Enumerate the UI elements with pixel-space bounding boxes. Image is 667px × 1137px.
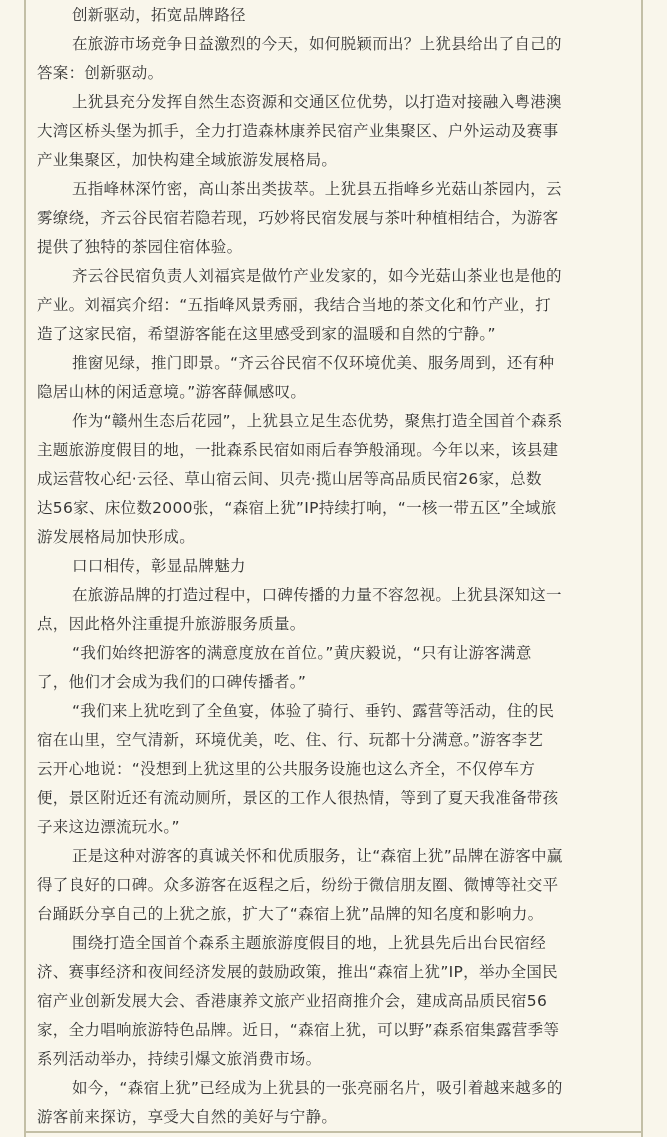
article-line: “我们始终把游客的满意度放在首位。”黄庆毅说，“只有让游客满意 xyxy=(72,644,532,662)
article-line: 济、赛事经济和夜间经济发展的鼓励政策，推出“森宿上犹”IP，举办全国民 xyxy=(37,963,558,981)
article-line: 在旅游品牌的打造过程中，口碑传播的力量不容忽视。上犹县深知这一 xyxy=(72,586,562,604)
article-line: 推窗见绿，推门即景。“齐云谷民宿不仅环境优美、服务周到，还有种 xyxy=(72,354,555,372)
article-line: 五指峰林深竹密，高山茶出类拔萃。上犹县五指峰乡光菇山茶园内，云 xyxy=(72,180,562,198)
article-line: “我们来上犹吃到了全鱼宴，体验了骑行、垂钓、露营等活动，住的民 xyxy=(72,702,555,720)
article-line: 隐居山林的闲适意境。”游客薛佩感叹。 xyxy=(37,383,307,401)
article-line: 雾缭绕，齐云谷民宿若隐若现，巧妙将民宿发展与茶叶种植相结合，为游客 xyxy=(37,209,559,227)
article-line: 造了这家民宿，希望游客能在这里感受到家的温暖和自然的宁静。” xyxy=(37,325,496,343)
bottom-border-line xyxy=(24,1131,643,1133)
article-line: 达56家、床位数2000张，“森宿上犹”IP持续打响，“一核一带五区”全域旅 xyxy=(37,499,557,517)
article-line: 齐云谷民宿负责人刘福宾是做竹产业发家的，如今光菇山茶业也是他的 xyxy=(72,267,562,285)
article-line: 大湾区桥头堡为抓手，全力打造森林康养民宿产业集聚区、户外运动及赛事 xyxy=(37,122,559,140)
article-line: 家，全力唱响旅游特色品牌。近日，“森宿上犹，可以野”森系宿集露营季等 xyxy=(37,1021,560,1039)
article-line: 得了良好的口碑。众多游客在返程之后，纷纷于微信朋友圈、微博等社交平 xyxy=(37,876,559,894)
article-line: 主题旅游度假目的地，一批森系民宿如雨后春笋般涌现。今年以来，该县建 xyxy=(37,441,559,459)
article-line: 宿产业创新发展大会、香港康养文旅产业招商推介会，建成高品质民宿56 xyxy=(37,992,548,1010)
article-line: 游客前来探访，享受大自然的美好与宁静。 xyxy=(37,1108,338,1126)
article-line: 系列活动举办，持续引爆文旅消费市场。 xyxy=(37,1050,322,1068)
article-line: 如今，“森宿上犹”已经成为上犹县的一张亮丽名片，吸引着越来越多的 xyxy=(72,1079,563,1097)
article-line: 上犹县充分发挥自然生态资源和交通区位优势，以打造对接融入粤港澳 xyxy=(72,93,562,111)
right-border-line xyxy=(641,0,643,1137)
article-line: 围绕打造全国首个森系主题旅游度假目的地，上犹县先后出台民宿经 xyxy=(72,934,547,952)
article-line: 提供了独特的茶园住宿体验。 xyxy=(37,238,243,256)
article-line: 宿在山里，空气清新，环境优美，吃、住、行、玩都十分满意。”游客李艺 xyxy=(37,731,544,749)
article-line: 产业集聚区，加快构建全域旅游发展格局。 xyxy=(37,151,338,169)
article-line: 便，景区附近还有流动厕所，景区的工作人很热情，等到了夏天我准备带孩 xyxy=(37,789,559,807)
left-border-line xyxy=(24,0,26,1137)
article-line: 子来这边漂流玩水。” xyxy=(37,818,180,836)
section-heading-word-of-mouth: 口口相传，彰显品牌魅力 xyxy=(72,557,246,575)
article-line: 点，因此格外注重提升旅游服务质量。 xyxy=(37,615,306,633)
article-line: 产业。刘福宾介绍：“五指峰风景秀丽，我结合当地的茶文化和竹产业，打 xyxy=(37,296,551,314)
article-line: 在旅游市场竞争日益激烈的今天，如何脱颖而出？上犹县给出了自己的 xyxy=(72,35,562,53)
article-line: 台踊跃分享自己的上犹之旅，扩大了“森宿上犹”品牌的知名度和影响力。 xyxy=(37,905,544,923)
article-line: 答案：创新驱动。 xyxy=(37,64,164,82)
article-line: 云开心地说：“没想到上犹这里的公共服务设施也这么齐全，不仅停车方 xyxy=(37,760,536,778)
article-line: 正是这种对游客的真诚关怀和优质服务，让“森宿上犹”品牌在游客中赢 xyxy=(72,847,563,865)
article-line: 成运营牧心纪·云径、草山宿云间、贝壳·揽山居等高品质民宿26家，总数 xyxy=(37,470,542,488)
article-line: 作为“赣州生态后花园”，上犹县立足生态优势，聚焦打造全国首个森系 xyxy=(72,412,563,430)
section-heading-innovation: 创新驱动，拓宽品牌路径 xyxy=(72,6,246,24)
article-line: 游发展格局加快形成。 xyxy=(37,528,196,546)
article-line: 了，他们才会成为我们的口碑传播者。” xyxy=(37,673,307,691)
